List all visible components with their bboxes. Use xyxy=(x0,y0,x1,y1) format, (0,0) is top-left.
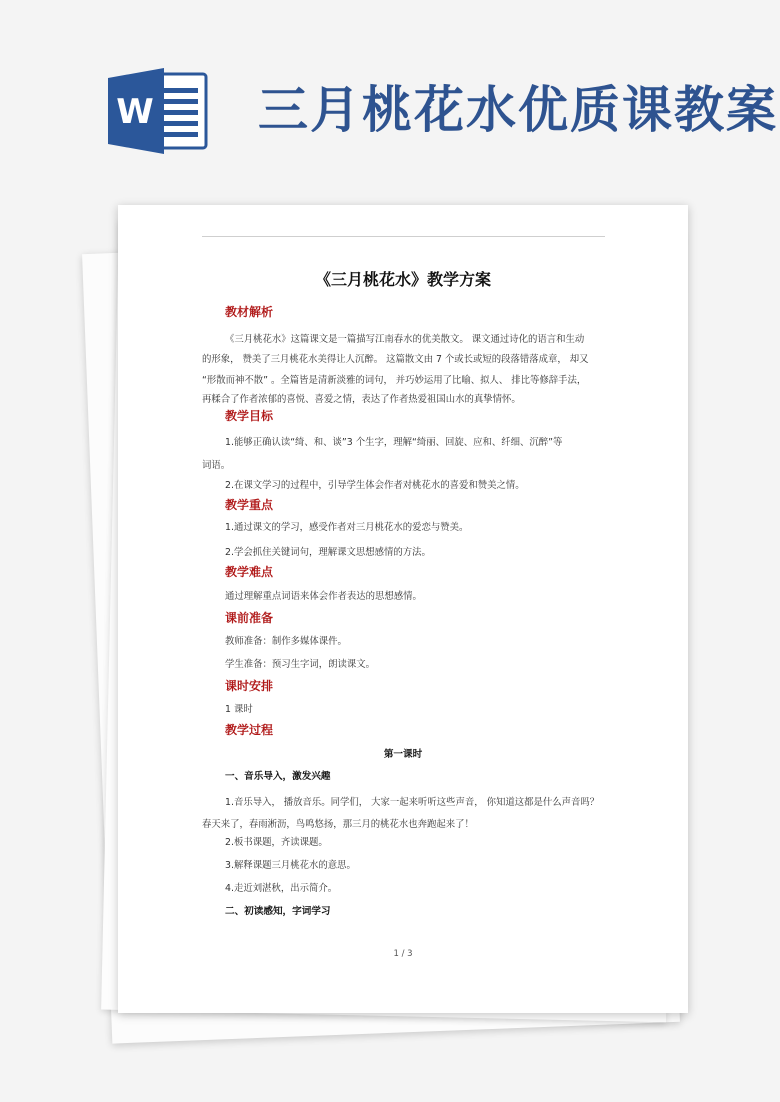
section-heading: 教材解析 xyxy=(225,305,274,319)
paragraph-line: 春天来了，春雨淅沥，鸟鸣悠扬，那三月的桃花水也奔跑起来了！ xyxy=(202,819,474,830)
period-title: 第一课时 xyxy=(383,749,423,760)
paragraph-line: 1 课时 xyxy=(225,704,253,715)
paragraph-line: 通过理解重点词语来体会作者表达的思想感情。 xyxy=(225,591,422,602)
section-heading: 教学难点 xyxy=(225,565,274,579)
paragraph-line: 词语。 xyxy=(202,460,231,471)
document-page xyxy=(118,205,688,1013)
paragraph-line: 3.解释课题三月桃花水的意思。 xyxy=(225,860,356,871)
section-heading: 教学目标 xyxy=(225,409,274,423)
paragraph-line: 1.音乐导入， 播放音乐。同学们， 大家一起来听听这些声音， 你知道这都是什么声音吗？ xyxy=(225,797,600,808)
paragraph-line: 4.走近刘湛秋，出示简介。 xyxy=(225,883,338,894)
paragraph-line: 2.在课文学习的过程中，引导学生体会作者对桃花水的喜爱和赞美之情。 xyxy=(225,480,525,491)
paragraph-line: 再糅合了作者浓郁的喜悦、喜爱之情，表达了作者热爱祖国山水的真挚情怀。 xyxy=(202,394,521,405)
page-number: 1 / 3 xyxy=(393,949,413,959)
document-title: 《三月桃花水》教学方案 xyxy=(314,270,491,289)
subsection-heading: 一、音乐导入，激发兴趣 xyxy=(225,771,331,782)
section-heading: 教学过程 xyxy=(225,723,274,737)
word-logo-letter: W xyxy=(116,92,154,132)
header-rule xyxy=(202,236,605,237)
paragraph-line: 学生准备：预习生字词，朗读课文。 xyxy=(225,659,376,670)
paragraph-line: 2.板书课题，齐读课题。 xyxy=(225,837,328,848)
paragraph-line: 教师准备：制作多媒体课件。 xyxy=(225,636,347,647)
paragraph-line: 2.学会抓住关键词句，理解课文思想感情的方法。 xyxy=(225,547,431,558)
paragraph-line: 1.能够正确认读“绮、和、谈”3 个生字，理解“绮丽、回旋、应和、纤细、沉醉”等 xyxy=(225,437,563,448)
word-icon xyxy=(108,68,208,154)
subsection-heading: 二、初读感知，字词学习 xyxy=(225,906,331,917)
paragraph-line: 的形象， 赞美了三月桃花水美得让人沉醉。 这篇散文由 7 个或长或短的段落错落成章， 却又 xyxy=(202,354,589,365)
section-heading: 课前准备 xyxy=(225,611,274,625)
banner-title: 三月桃花水优质课教案 xyxy=(258,81,778,139)
section-heading: 教学重点 xyxy=(225,498,274,512)
paragraph-line: “形散而神不散” 。全篇皆是清新淡雅的词句， 并巧妙运用了比喻、拟人、 排比等修辞手法， xyxy=(202,375,587,386)
banner xyxy=(0,0,780,200)
section-heading: 课时安排 xyxy=(225,679,274,693)
paragraph-line: 《三月桃花水》这篇课文是一篇描写江南春水的优美散文。 课文通过诗化的语言和生动 xyxy=(225,334,585,345)
paragraph-line: 1.通过课文的学习，感受作者对三月桃花水的爱恋与赞美。 xyxy=(225,522,469,533)
